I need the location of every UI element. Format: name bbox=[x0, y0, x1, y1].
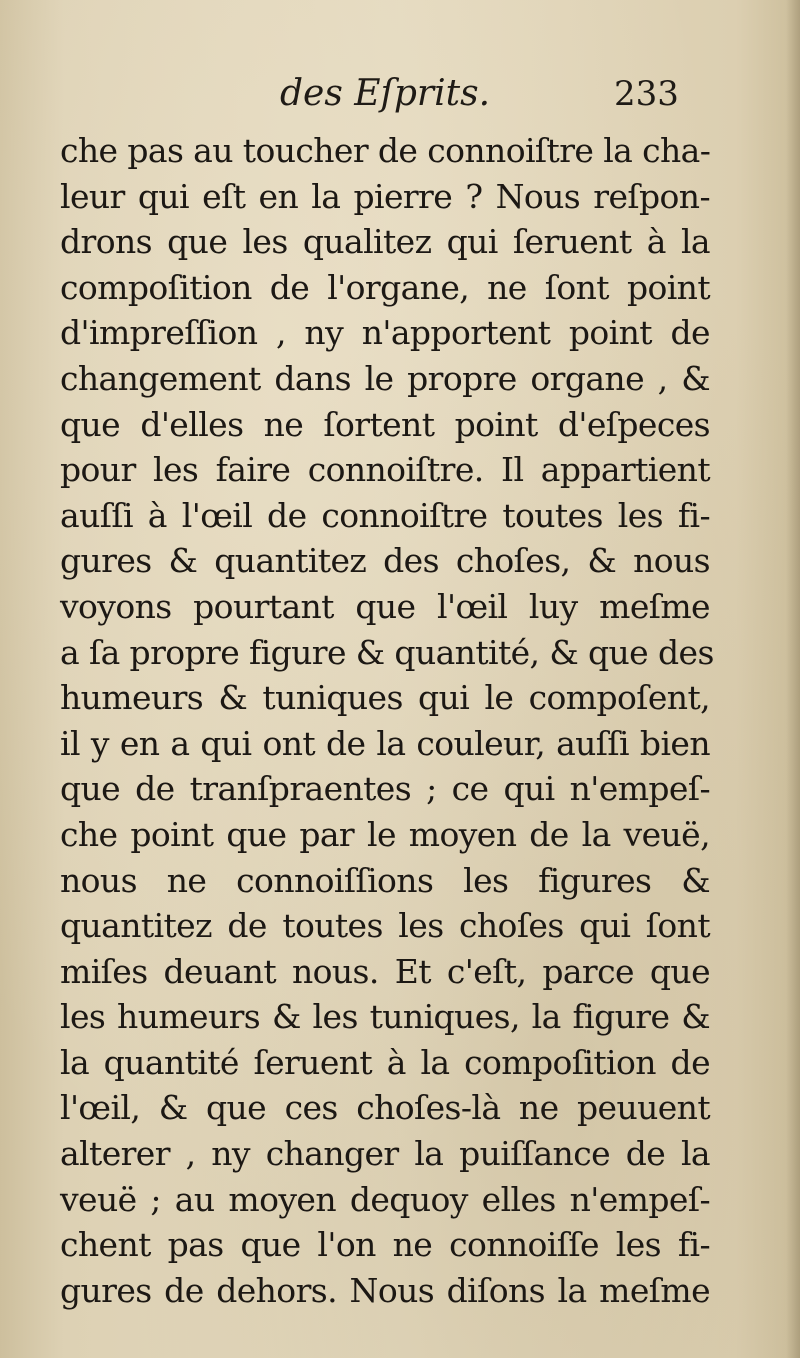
text-line: il y en a qui ont de la couleur, auſſi bien bbox=[60, 723, 710, 763]
text-line: compoſition de l'organe, ne ſont point bbox=[60, 267, 710, 307]
page-number: 233 bbox=[614, 74, 679, 114]
text-line: pour les faire connoiſtre. Il appartient bbox=[60, 450, 710, 490]
text-line: voyons pourtant que l'œil luy meſme bbox=[60, 586, 710, 626]
text-line: che point que par le moyen de la veuë, bbox=[60, 814, 710, 854]
text-line: que d'elles ne ſortent point d'eſpeces bbox=[60, 404, 710, 444]
running-head bbox=[0, 72, 800, 116]
text-line: auſſi à l'œil de connoiſtre toutes les fi- bbox=[60, 495, 710, 535]
text-line: che pas au toucher de connoiſtre la cha- bbox=[60, 131, 711, 170]
text-line: gures de dehors. Nous diſons la meſme bbox=[60, 1270, 710, 1310]
text-line: humeurs & tuniques qui le compoſent, bbox=[60, 678, 710, 718]
text-line: la quantité ſeruent à la compoſition de bbox=[60, 1042, 710, 1082]
text-line: nous ne connoiſſions les figures & bbox=[60, 860, 710, 900]
text-line: que de tranſpraentes ; ce qui n'empeſ- bbox=[60, 769, 710, 809]
running-head-title: des Eſprits. bbox=[280, 73, 491, 114]
text-line: quantitez de toutes les choſes qui ſont bbox=[60, 906, 710, 946]
text-line: a ſa propre figure & quantité, & que des bbox=[60, 632, 714, 672]
body-text bbox=[60, 128, 714, 1313]
text-line: leur qui eſt en la pierre ? Nous reſpon- bbox=[60, 176, 710, 216]
page-edge-shadow bbox=[786, 0, 800, 1358]
text-line: drons que les qualitez qui ſeruent à la bbox=[60, 222, 710, 262]
text-line: alterer , ny changer la puiſſance de la bbox=[60, 1134, 710, 1174]
text-line: l'œil, & que ces choſes-là ne peuuent bbox=[60, 1088, 710, 1128]
text-line: veuë ; au moyen dequoy elles n'empeſ- bbox=[60, 1179, 710, 1219]
text-line: les humeurs & les tuniques, la figure & bbox=[60, 997, 710, 1037]
text-line: d'impreſſion , ny n'apportent point de bbox=[60, 313, 710, 353]
text-line: gures & quantitez des choſes, & nous bbox=[60, 541, 710, 581]
text-line: chent pas que l'on ne connoiſſe les fi- bbox=[60, 1225, 710, 1265]
text-line: changement dans le propre organe , & bbox=[60, 358, 710, 398]
text-line: miſes deuant nous. Et c'eſt, parce que bbox=[60, 951, 710, 991]
